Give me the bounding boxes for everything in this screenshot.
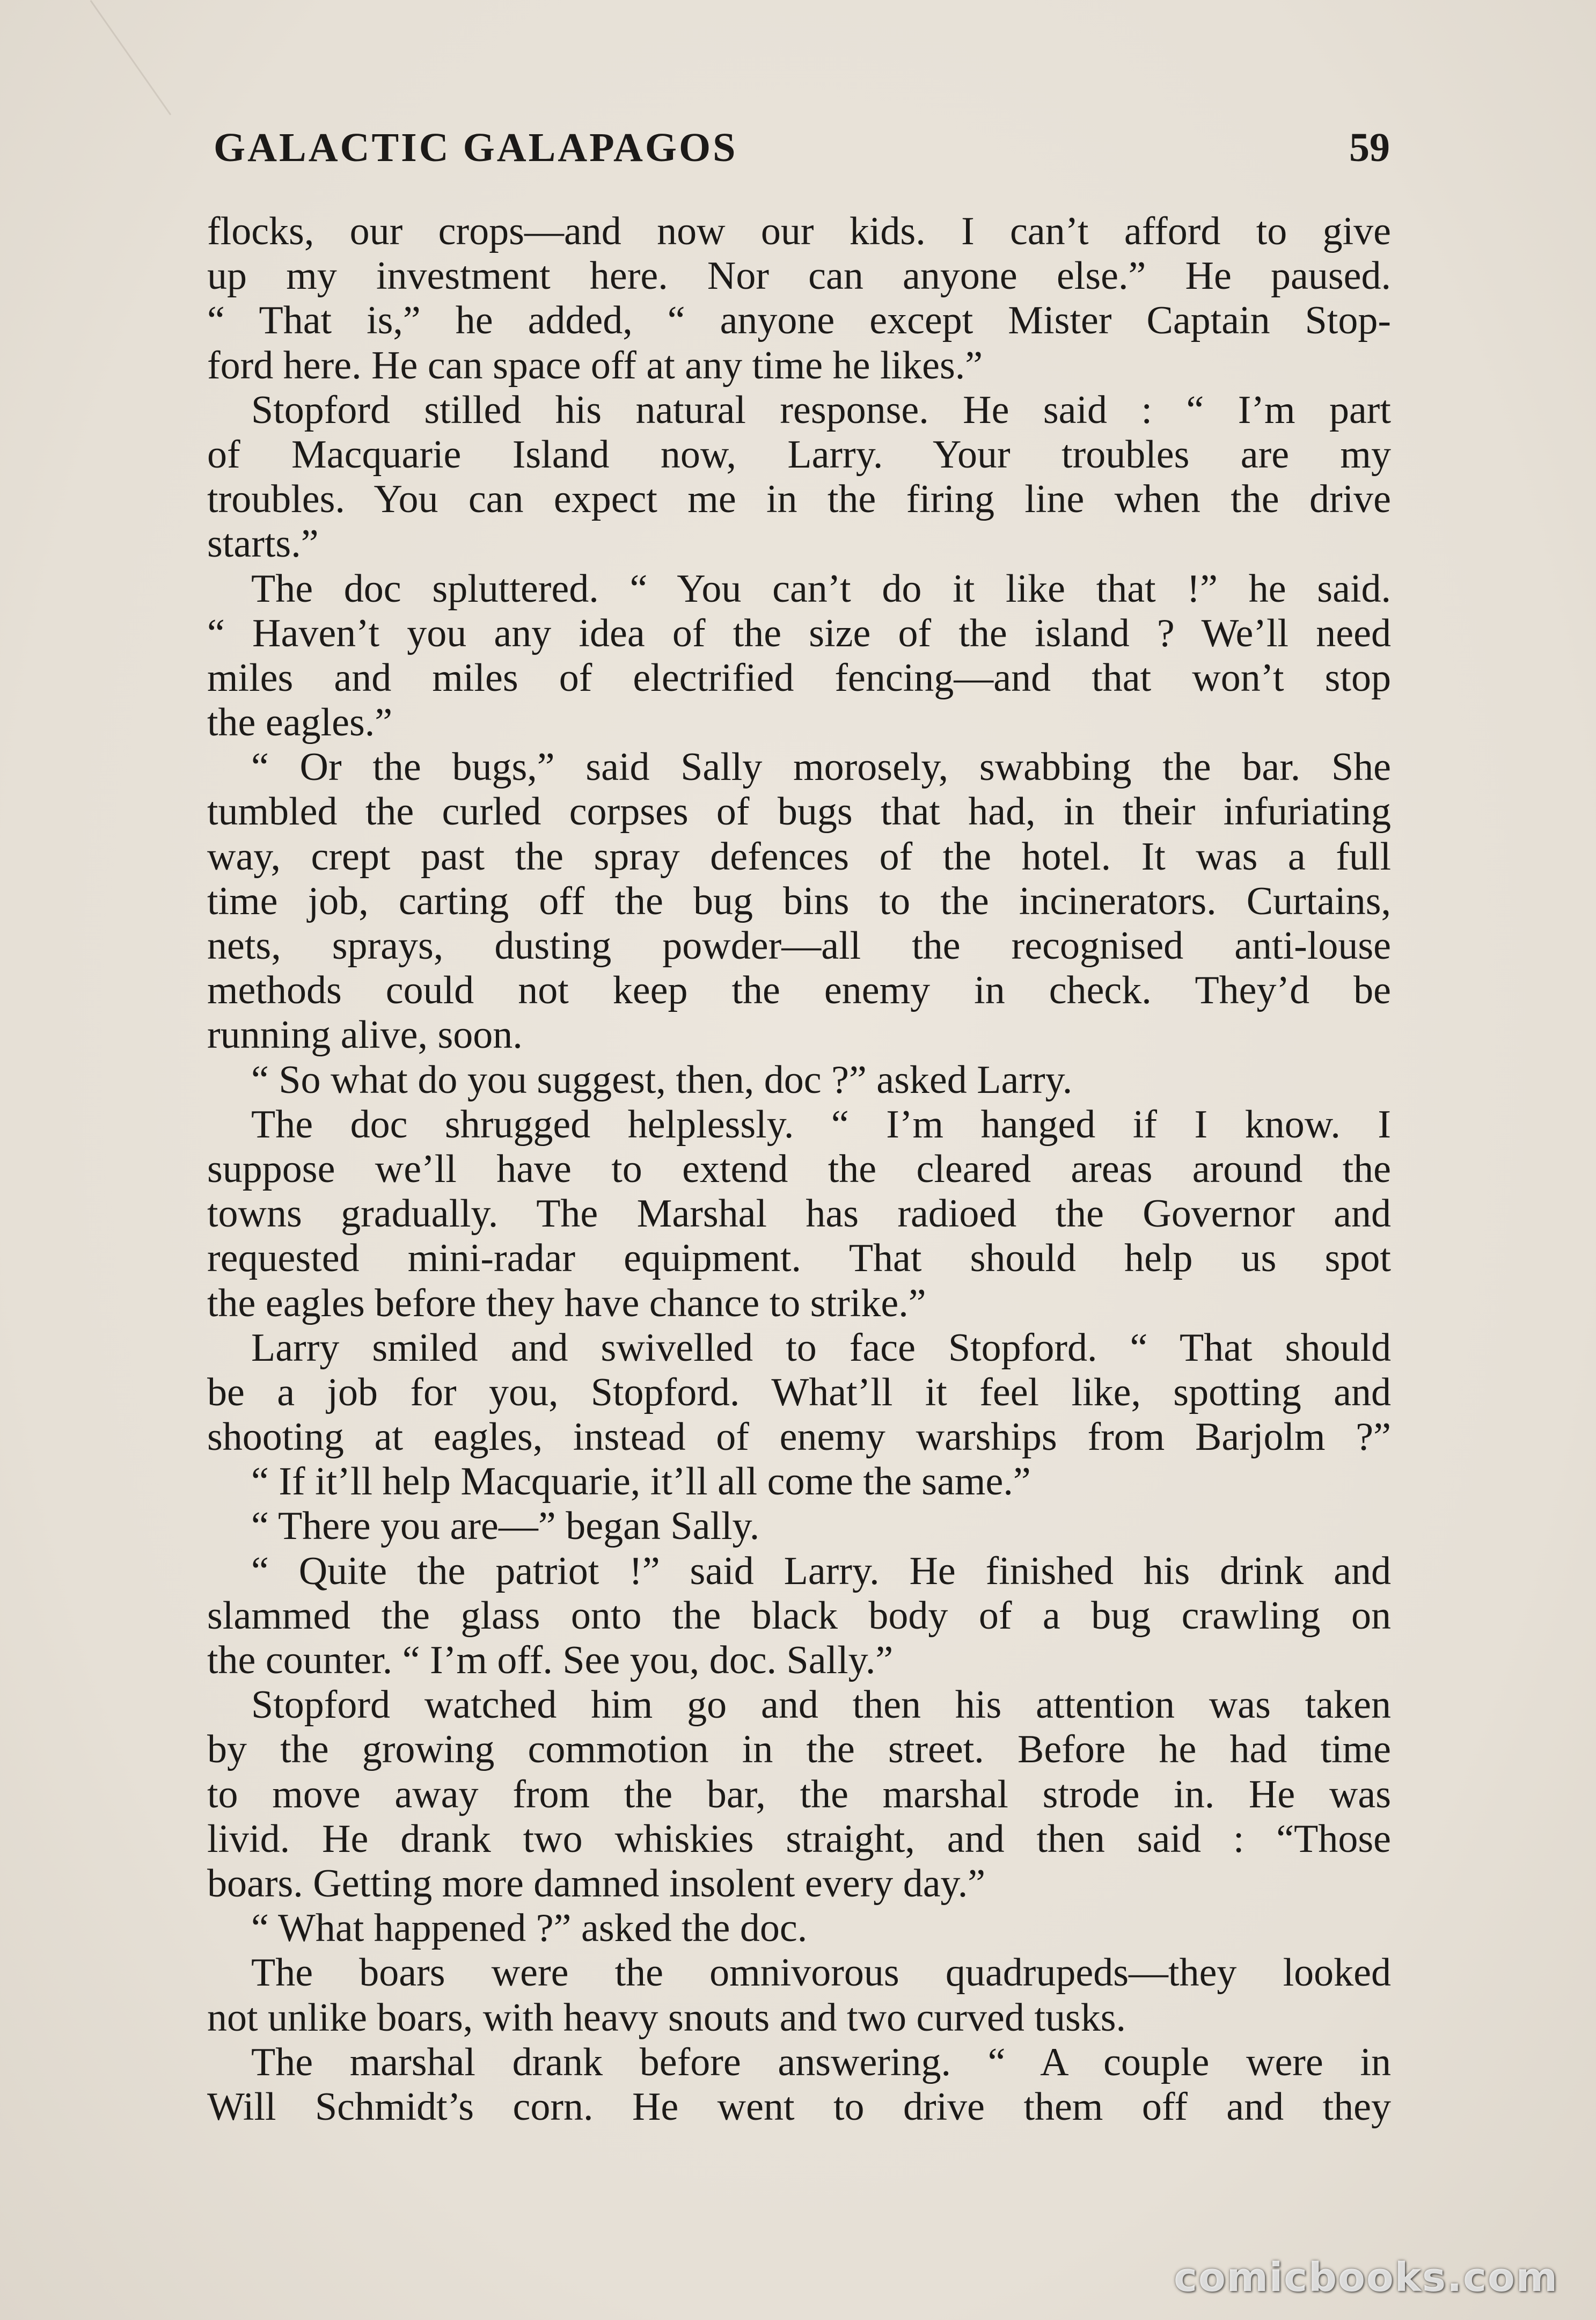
text-line: by the growing commotion in the street. Before he had time — [207, 1727, 1391, 1772]
text-line: Stopford watched him go and then his attention was taken — [251, 1683, 1391, 1727]
text-line: The boars were the omnivorous quadrupeds—they looked — [251, 1951, 1391, 1995]
text-line: time job, carting off the bug bins to the incinerators. Curtains, — [207, 879, 1391, 923]
text-line: “ If it’ll help Macquarie, it’ll all come the same.” — [251, 1460, 1031, 1504]
text-line: the eagles.” — [207, 701, 393, 745]
text-line: livid. He drank two whiskies straight, and then said : “Those — [207, 1816, 1391, 1861]
text-line: not unlike boars, with heavy snouts and two curved tusks. — [207, 1995, 1126, 2040]
text-line: ford here. He can space off at any time he likes.” — [207, 343, 983, 388]
text-line: nets, sprays, dusting powder—all the recognised anti-louse — [207, 924, 1391, 968]
text-line: the eagles before they have chance to strike.” — [207, 1281, 926, 1325]
text-line: suppose we’ll have to extend the cleared areas around the — [207, 1147, 1391, 1191]
body-text — [207, 209, 1391, 2129]
text-line: requested mini-radar equipment. That should help us spot — [207, 1236, 1391, 1281]
text-line: “ There you are—” began Sally. — [251, 1504, 760, 1549]
text-line: be a job for you, Stopford. What’ll it feel like, spotting and — [207, 1370, 1391, 1414]
text-line: of Macquarie Island now, Larry. Your troubles are my — [207, 432, 1391, 477]
text-line: The marshal drank before answering. “ A couple were in — [251, 2040, 1391, 2084]
text-line: miles and miles of electrified fencing—and that won’t stop — [207, 655, 1391, 700]
page-number: 59 — [1349, 125, 1390, 170]
text-line: way, crept past the spray defences of the hotel. It was a full — [207, 834, 1391, 879]
page-crease — [0, 0, 171, 195]
text-line: tumbled the curled corpses of bugs that had, in their infuriating — [207, 790, 1391, 834]
text-line: to move away from the bar, the marshal strode in. He was — [207, 1772, 1391, 1816]
text-line: flocks, our crops—and now our kids. I can’t afford to give — [207, 209, 1391, 253]
text-line: up my investment here. Nor can anyone else.” He paused. — [207, 254, 1391, 298]
running-title: GALACTIC GALAPAGOS — [214, 125, 738, 170]
text-line: running alive, soon. — [207, 1013, 523, 1057]
text-line: starts.” — [207, 522, 319, 566]
text-line: The doc shrugged helplessly. “ I’m hanged if I know. I — [251, 1102, 1391, 1147]
text-line: “ Or the bugs,” said Sally morosely, swabbing the bar. She — [251, 745, 1391, 790]
text-line: Will Schmidt’s corn. He went to drive them off and they — [207, 2084, 1391, 2129]
text-line: the counter. “ I’m off. See you, doc. Sally.” — [207, 1638, 894, 1682]
text-line: “ Quite the patriot !” said Larry. He finished his drink and — [251, 1549, 1391, 1593]
text-line: “ So what do you suggest, then, doc ?” asked Larry. — [251, 1057, 1073, 1102]
text-line: “ What happened ?” asked the doc. — [251, 1906, 808, 1951]
text-line: The doc spluttered. “ You can’t do it like that !” he said. — [251, 566, 1391, 611]
text-line: boars. Getting more damned insolent every day.” — [207, 1861, 986, 1906]
text-line: Stopford stilled his natural response. He said : “ I’m part — [251, 388, 1391, 432]
watermark-logo: comicbooks.com — [1174, 2255, 1558, 2301]
text-line: “ Haven’t you any idea of the size of the island ? We’ll need — [207, 611, 1391, 655]
text-line: Larry smiled and swivelled to face Stopford. “ That should — [251, 1325, 1391, 1370]
running-head — [214, 118, 1390, 177]
text-line: towns gradually. The Marshal has radioed the Governor and — [207, 1192, 1391, 1236]
text-line: shooting at eagles, instead of enemy warships from Barjolm ?” — [207, 1415, 1391, 1460]
text-line: methods could not keep the enemy in check. They’d be — [207, 968, 1391, 1013]
text-line: slammed the glass onto the black body of a bug crawling on — [207, 1593, 1391, 1638]
text-line: troubles. You can expect me in the firing line when the drive — [207, 477, 1391, 522]
text-line: “ That is,” he added, “ anyone except Mister Captain Stop- — [207, 298, 1391, 343]
